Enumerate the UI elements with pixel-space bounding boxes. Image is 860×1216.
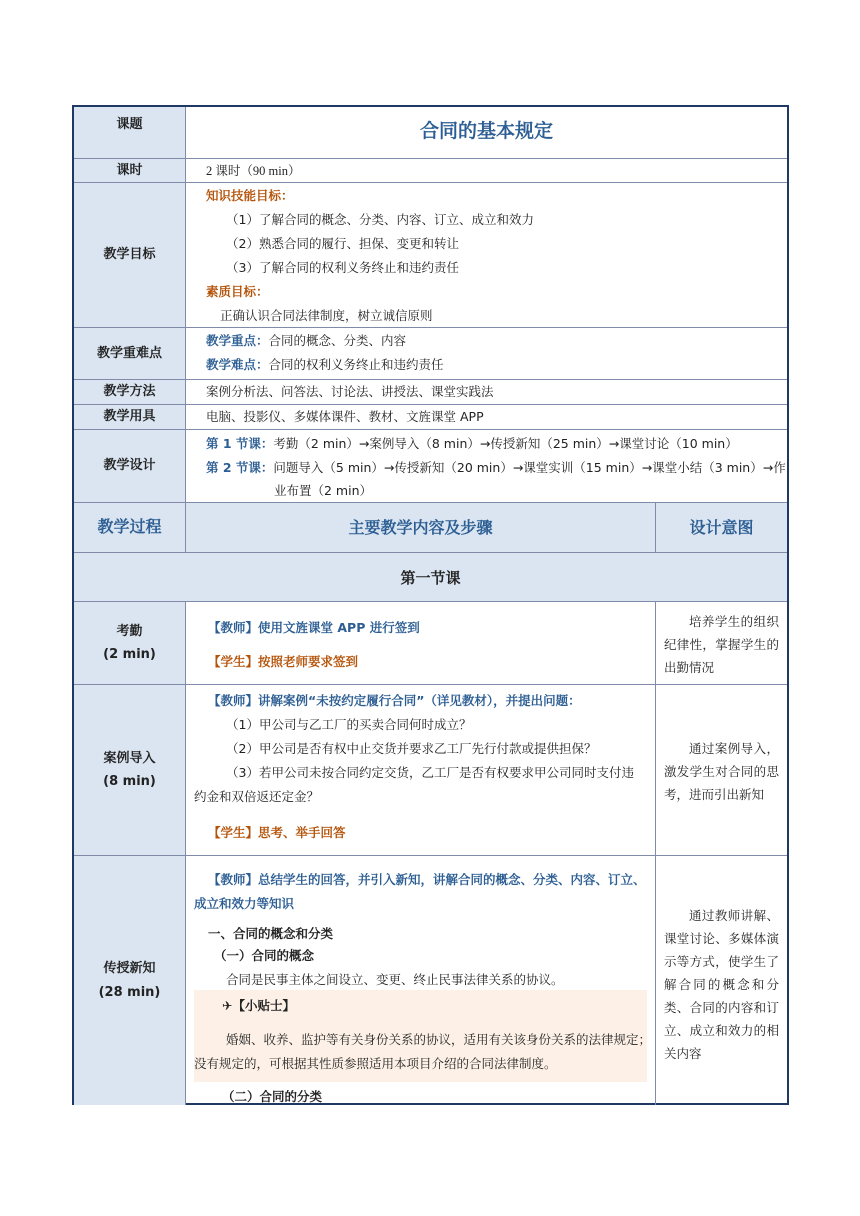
methods-row [74, 379, 787, 404]
design-row [74, 429, 787, 502]
attendance-label: 考勤 [116, 623, 143, 639]
attendance-duration: (2 min) [103, 647, 156, 662]
teach-teacher-cont: 成立和效力等知识 [194, 896, 295, 911]
definition-text: 合同是民事主体之间设立、变更、终止民事法律关系的协议。 [226, 972, 564, 987]
attendance-student: 【学生】按照老师要求签到 [208, 654, 359, 669]
page-title: 合同的基本规定 [419, 120, 553, 142]
topic-row [74, 107, 787, 158]
quality-goal-text: 正确认识合同法律制度，树立诚信原则 [220, 308, 433, 323]
heading-3: （二）合同的分类 [222, 1089, 323, 1104]
session-1-text: 考勤（2 min）→案例导入（8 min）→传授新知（25 min）→课堂讨论（10 min） [273, 436, 738, 451]
session-2-text: 问题导入（5 min）→传授新知（20 min）→课堂实训（15 min）→课堂小结（3 min）→作 [273, 460, 786, 475]
section-row [74, 552, 787, 601]
teach-duration: (28 min) [98, 984, 161, 1000]
focus-title: 教学重点： [206, 333, 269, 348]
lesson-plan-table [72, 105, 789, 1105]
case-label: 案例导入 [103, 750, 156, 766]
case-question: （1）甲公司与乙工厂的买卖合同何时成立？ [226, 717, 472, 732]
process-header-row [74, 502, 787, 552]
key-points-label: 教学重难点 [74, 328, 186, 379]
session-2-title: 第 2 节课： [206, 460, 274, 475]
section-title: 第一节课 [400, 568, 461, 587]
session-2-text-cont: 业布置（2 min） [274, 483, 372, 498]
teach-intent: 通过教师讲解、课堂讨论、多媒体演示等方式，使学生了解合同的概念和分类、合同的内容和订立、成立和效力的相关内容 [664, 908, 779, 1061]
goal-item: （3）了解合同的权利义务终止和违约责任 [226, 260, 459, 275]
difficulty-text: 合同的权利义务终止和违约责任 [268, 357, 444, 372]
hours-value: 2 课时（90 min） [206, 164, 301, 178]
goal-item: （2）熟悉合同的履行、担保、变更和转让 [226, 236, 459, 251]
design-label: 教学设计 [74, 430, 186, 502]
process-header-col2: 主要教学内容及步骤 [348, 517, 493, 537]
tools-value: 电脑、投影仪、多媒体课件、教材、文旌课堂 APP [206, 409, 484, 424]
case-intent: 通过案例导入，激发学生对合同的思考，进而引出新知 [664, 741, 779, 802]
quality-goal-title: 素质目标： [206, 284, 269, 299]
methods-label: 教学方法 [74, 380, 186, 404]
case-row [74, 684, 787, 855]
attendance-teacher: 【教师】使用文旌课堂 APP 进行签到 [208, 620, 420, 635]
methods-value: 案例分析法、问答法、讨论法、讲授法、课堂实践法 [206, 384, 494, 399]
knowledge-goal-title: 知识技能目标： [206, 188, 294, 203]
attendance-row [74, 601, 787, 684]
case-question: （3）若甲公司未按合同约定交货，乙工厂是否有权要求甲公司同时支付违 [226, 765, 634, 780]
airplane-icon: ✈ [222, 998, 233, 1013]
teach-row [74, 855, 787, 1105]
attendance-intent: 培养学生的组织纪律性，掌握学生的出勤情况 [664, 614, 779, 675]
key-points-row [74, 327, 787, 379]
heading-2: （一）合同的概念 [214, 948, 315, 963]
hours-row [74, 158, 787, 182]
difficulty-title: 教学难点： [206, 357, 269, 372]
session-1-title: 第 1 节课： [206, 436, 274, 451]
case-question-cont: 约金和双倍返还定金？ [194, 789, 320, 804]
heading-1: 一、合同的概念和分类 [208, 926, 334, 941]
process-header-col3: 设计意图 [689, 518, 754, 537]
tip-box [194, 990, 652, 1082]
tools-label: 教学用具 [74, 405, 186, 429]
case-question: （2）甲公司是否有权中止交货并要求乙工厂先行付款或提供担保？ [226, 741, 597, 756]
tools-row [74, 404, 787, 429]
focus-text: 合同的概念、分类、内容 [268, 333, 407, 348]
goals-label: 教学目标 [74, 183, 186, 327]
process-header-col1: 教学过程 [97, 517, 162, 537]
case-duration: (8 min) [103, 774, 156, 789]
tip-text: 婚姻、收养、监护等有关身份关系的协议，适用有关该身份关系的法律规定； [226, 1032, 652, 1047]
tip-title: 【小贴士】 [232, 998, 295, 1013]
tip-text-cont: 没有规定的，可根据其性质参照适用本项目介绍的合同法律制度。 [194, 1056, 557, 1071]
hours-label: 课时 [74, 159, 186, 182]
goals-row [74, 182, 787, 327]
case-teacher: 【教师】讲解案例“未按约定履行合同”（详见教材），并提出问题： [208, 693, 581, 708]
teach-teacher: 【教师】总结学生的回答，并引入新知，讲解合同的概念、分类、内容、订立、 [208, 872, 646, 887]
case-student: 【学生】思考、举手回答 [208, 825, 346, 840]
goal-item: （1）了解合同的概念、分类、内容、订立、成立和效力 [226, 212, 534, 227]
topic-label: 课题 [74, 107, 186, 158]
teach-label: 传授新知 [103, 961, 156, 977]
